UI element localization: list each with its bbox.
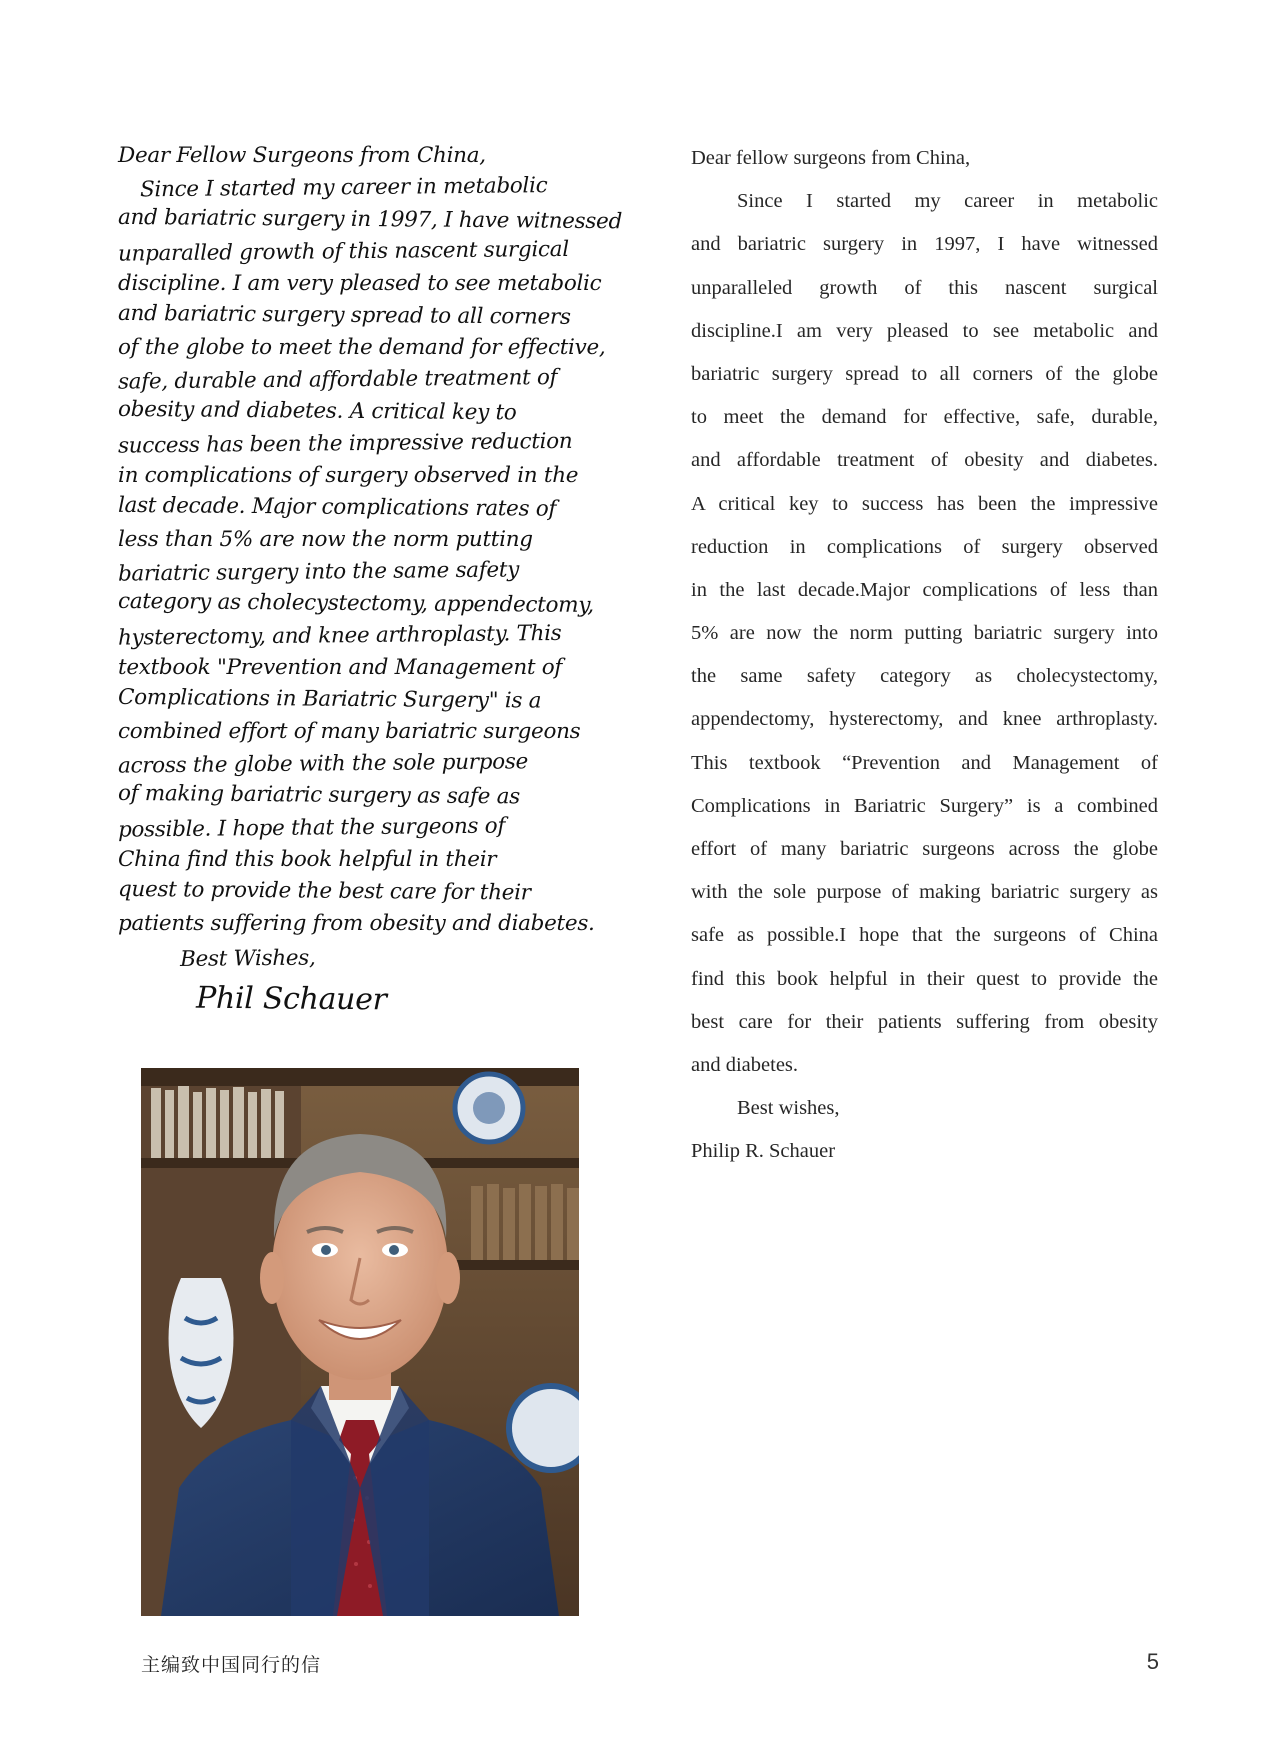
handwritten-line: Since I started my career in metabolic bbox=[139, 173, 548, 203]
handwritten-line: combined effort of many bariatric surgeons bbox=[118, 719, 581, 744]
handwritten-line: category as cholecystectomy, appendectomy, bbox=[117, 588, 594, 618]
handwritten-line: of making bariatric surgery as safe as bbox=[117, 780, 521, 810]
letter-body-line: find this book helpful in their quest to provide the bbox=[691, 967, 1158, 990]
typed-letter bbox=[691, 137, 1158, 1174]
letter-body-line: appendectomy, hysterectomy, and knee arthroplasty. bbox=[691, 708, 1158, 731]
handwritten-line: last decade. Major complications rates of bbox=[117, 492, 557, 522]
letter-salutation: Dear fellow surgeons from China, bbox=[691, 147, 971, 169]
handwritten-letter bbox=[117, 140, 623, 1026]
letter-body-line: Since I started my career in metabolic bbox=[737, 190, 1158, 213]
handwritten-line: quest to provide the best care for their bbox=[117, 876, 531, 906]
letter-body-line: A critical key to success has been the impressive bbox=[691, 492, 1158, 515]
letter-body-line: Complications in Bariatric Surgery” is a combined bbox=[691, 794, 1158, 817]
letter-body-line: discipline.I am very pleased to see metabolic and bbox=[691, 319, 1158, 342]
letter-body-line: and bariatric surgery in 1997, I have witnessed bbox=[691, 233, 1158, 256]
handwritten-line: unparalled growth of this nascent surgical bbox=[117, 236, 569, 267]
handwritten-line: success has been the impressive reduction bbox=[117, 428, 573, 459]
handwritten-line: textbook "Prevention and Management of bbox=[118, 655, 563, 680]
letter-body-line: the same safety category as cholecystectomy, bbox=[691, 665, 1158, 688]
letter-body-line: and diabetes. bbox=[691, 1053, 799, 1076]
handwritten-line: patients suffering from obesity and diabetes. bbox=[118, 911, 595, 936]
handwritten-signature: Phil Schauer bbox=[195, 980, 387, 1018]
handwritten-line: China find this book helpful in their bbox=[118, 847, 497, 872]
letter-body-line: with the sole purpose of making bariatric surgery as bbox=[691, 881, 1158, 904]
letter-body-line: and affordable treatment of obesity and diabetes. bbox=[691, 449, 1158, 472]
letter-body-line: safe as possible.I hope that the surgeons of China bbox=[691, 924, 1158, 947]
handwritten-line: bariatric surgery into the same safety bbox=[117, 557, 520, 587]
footer-section-title: 主编致中国同行的信 bbox=[141, 1654, 322, 1676]
handwritten-line: and bariatric surgery in 1997, I have witnessed bbox=[117, 204, 623, 235]
letter-body-line: bariatric surgery spread to all corners of the globe bbox=[691, 362, 1158, 385]
letter-closing: Best wishes, bbox=[737, 1097, 840, 1120]
handwritten-line: safe, durable and affordable treatment of bbox=[117, 364, 558, 395]
letter-body-line: 5% are now the norm putting bariatric surgery into bbox=[691, 622, 1158, 645]
handwritten-line: Complications in Bariatric Surgery" is a bbox=[117, 684, 542, 714]
handwritten-line: of the globe to meet the demand for effective, bbox=[118, 335, 606, 360]
letter-signature: Philip R. Schauer bbox=[691, 1140, 836, 1163]
letter-body-line: to meet the demand for effective, safe, durable, bbox=[691, 406, 1158, 429]
letter-body-line: unparalleled growth of this nascent surgical bbox=[691, 276, 1158, 299]
handwritten-line: Dear Fellow Surgeons from China, bbox=[118, 143, 486, 168]
handwritten-line: hysterectomy, and knee arthroplasty. This bbox=[117, 620, 562, 651]
letter-body-line: reduction in complications of surgery observed bbox=[691, 535, 1158, 558]
handwritten-line: in complications of surgery observed in the bbox=[118, 463, 579, 488]
handwritten-line: across the globe with the sole purpose bbox=[117, 749, 529, 779]
letter-body-line: in the last decade.Major complications of less than bbox=[691, 578, 1158, 601]
letter-body-line: best care for their patients suffering from obesity bbox=[691, 1010, 1158, 1033]
page-number: 5 bbox=[1146, 1649, 1159, 1674]
letter-body-line: effort of many bariatric surgeons across the globe bbox=[691, 838, 1158, 860]
handwritten-line: obesity and diabetes. A critical key to bbox=[117, 396, 517, 426]
handwritten-line: and bariatric surgery spread to all corners bbox=[117, 300, 571, 330]
author-portrait-photo bbox=[141, 1068, 579, 1616]
letter-body-line: This textbook “Prevention and Management of bbox=[691, 751, 1158, 774]
handwritten-line: less than 5% are now the norm putting bbox=[118, 527, 533, 552]
handwritten-closing: Best Wishes, bbox=[179, 945, 316, 972]
handwritten-line: possible. I hope that the surgeons of bbox=[117, 813, 506, 843]
handwritten-line: discipline. I am very pleased to see metabolic bbox=[118, 271, 602, 296]
